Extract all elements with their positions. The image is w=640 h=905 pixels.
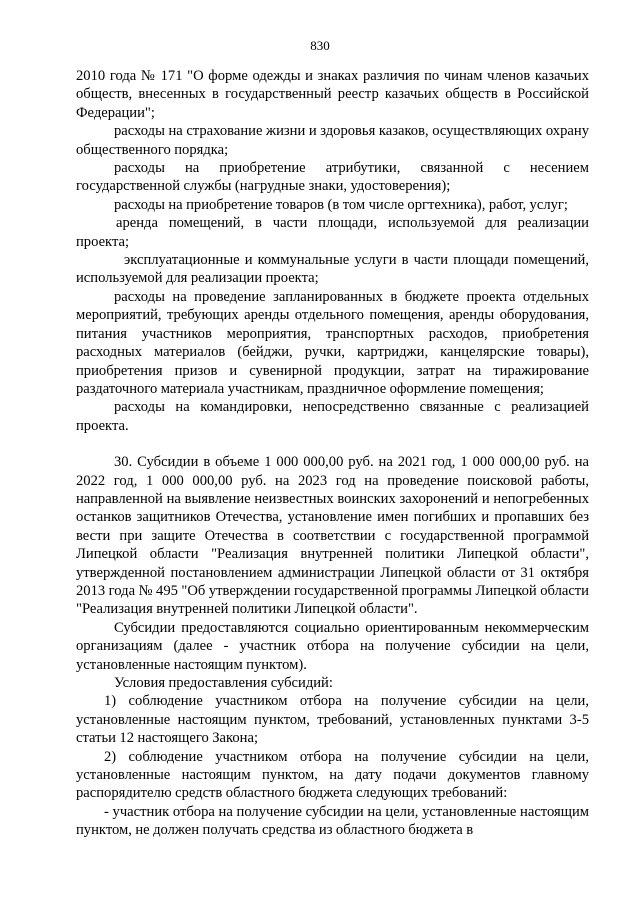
paragraph-events-expenses: расходы на проведение запланированных в бюджете проекта отдельных мероприятий, требующих аренды отдельного помещения, аренды оборудования, питания участников мероприятия, транспортных расходов, приобретения расходных материалов (бейджи, ручки, картриджи, канцелярские товары), приобретения призов и сувенирной продукции, затрат на тиражирование раздаточного материала участникам, праздничное оформление помещения; <box>76 288 589 397</box>
page-body <box>76 67 589 840</box>
paragraph-condition-2: 2) соблюдение участником отбора на получение субсидии на цели, установленные настоящим пунктом, на дату подачи документов главному распорядителю средств областного бюджета следующих требований: <box>76 748 589 802</box>
paragraph-travel-expenses: расходы на командировки, непосредственно связанные с реализацией проекта. <box>76 399 589 434</box>
paragraph-item-30: 30. Субсидии в объеме 1 000 000,00 руб. на 2021 год, 1 000 000,00 руб. на 2022 год, 1 000 000,00 руб. на 2023 год на проведение поисковой работы, направленной на выявление неизвестных воинских захоронений и непогребенных останков защитников Отечества, установление имен погибших и пропавших без вести при защите Отечества в соответствии с государственной программой Липецкой области "Реализация внутренней политики Липецкой области", утвержденной постановлением администрации Липецкой области от 31 октября 2013 года № 495 "Об утверждении государственной программы Липецкой области "Реализация внутренней политики Липецкой области". <box>76 454 589 618</box>
paragraph-subsidy-recipients: Субсидии предоставляются социально ориентированным некоммерческим организациям (далее - участник отбора на получение субсидии на цели, установленные настоящим пунктом). <box>76 619 589 673</box>
paragraph-attributes-expenses: расходы на приобретение атрибутики, связанной с несением государственной службы (нагрудные знаки, удостоверения); <box>76 160 589 195</box>
paragraph-conditions-heading: Условия предоставления субсидий: <box>114 675 333 691</box>
paragraph-condition-1: 1) соблюдение участником отбора на получение субсидии на цели, установленные настоящим пунктом, требований, установленных пунктами 3-5 статьи 12 настоящего Закона; <box>76 693 589 747</box>
paragraph-gap <box>76 435 589 453</box>
paragraph-insurance-expenses: расходы на страхование жизни и здоровья казаков, осуществляющих охрану общественного порядка; <box>76 123 589 158</box>
paragraph-utilities: эксплуатационные и коммунальные услуги в части площади помещений, используемой для реализации проекта; <box>76 252 589 287</box>
paragraph-goods-expenses: расходы на приобретение товаров (в том числе оргтехника), работ, услуг; <box>114 196 568 213</box>
paragraph-premises-rent: аренда помещений, в части площади, используемой для реализации проекта; <box>76 215 589 250</box>
paragraph-uniform-decree-ref: 2010 года № 171 "О форме одежды и знаках различия по чинам членов казачьих обществ, внесенных в государственный реестр казачьих обществ в Российской Федерации"; <box>76 68 589 121</box>
paragraph-requirement-dash: - участник отбора на получение субсидии на цели, установленные настоящим пунктом, не должен получать средства из областного бюджета в <box>76 803 589 839</box>
page-number: 830 <box>310 38 330 53</box>
